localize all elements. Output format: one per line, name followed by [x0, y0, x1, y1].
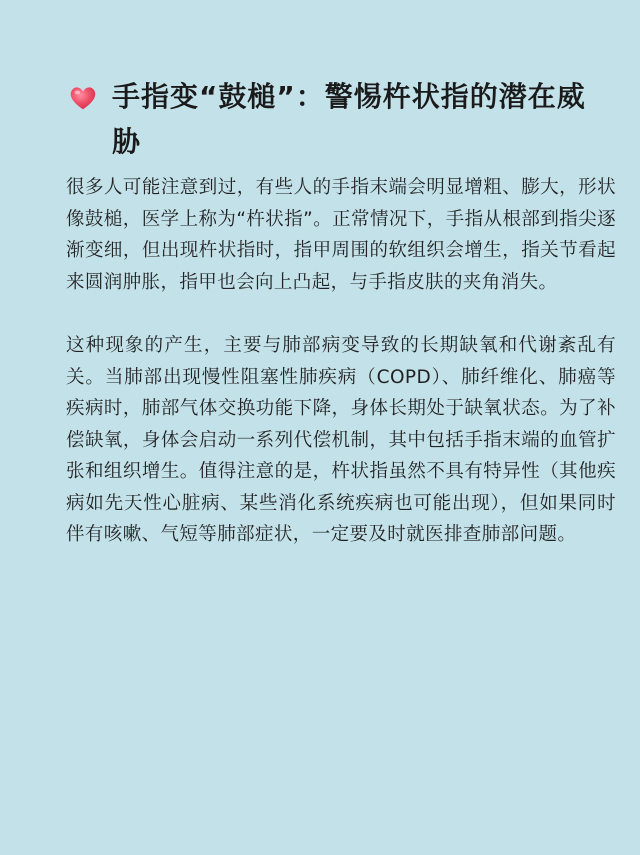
heart-icon [68, 83, 98, 113]
article-title: 手指变“鼓槌”：警惕杵状指的潜在威胁 [112, 80, 586, 158]
article-heading [68, 74, 613, 164]
paragraph: 这种现象的产生，主要与肺部病变导致的长期缺氧和代谢紊乱有关。当肺部出现慢性阻塞性肺疾病（COPD）、肺纤维化、肺癌等疾病时，肺部气体交换功能下降，身体长期处于缺氧状态。为了补偿缺氧，身体会启动一系列代偿机制，其中包括手指末端的血管扩张和组织增生。值得注意的是，杵状指虽然不具有特异性（其他疾病如先天性心脏病、某些消化系统疾病也可能出现），但如果同时伴有咳嗽、气短等肺部症状，一定要及时就医排查肺部问题。 [66, 335, 616, 545]
paragraph: 很多人可能注意到过，有些人的手指末端会明显增粗、膨大，形状像鼓槌，医学上称为“杵状指”。正常情况下，手指从根部到指尖逐渐变细，但出现杵状指时，指甲周围的软组织会增生，指关节看起来圆润肿胀，指甲也会向上凸起，与手指皮肤的夹角消失。 [66, 177, 616, 293]
article-body [66, 172, 616, 583]
